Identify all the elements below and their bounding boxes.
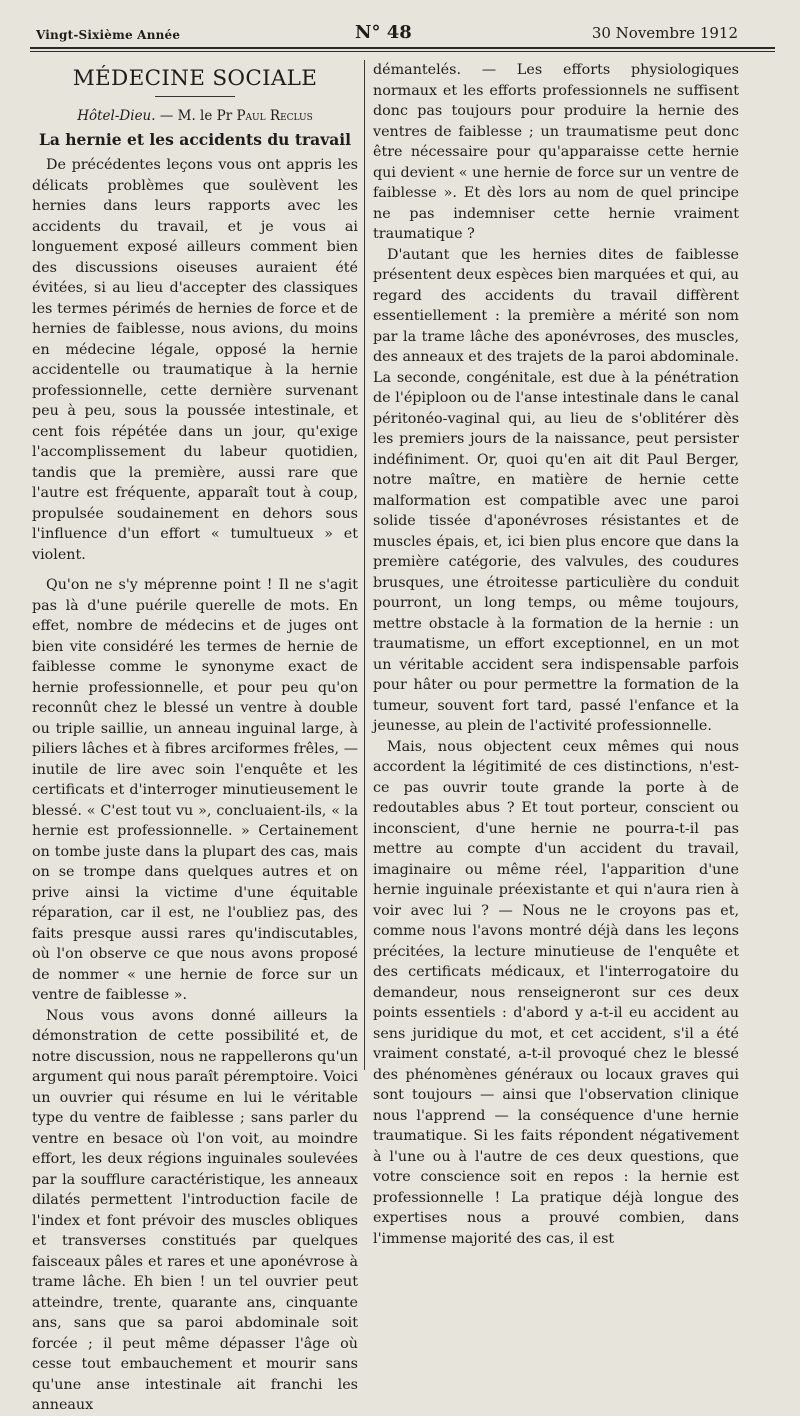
column-divider	[364, 60, 365, 1070]
byline-sep: — M. le Pr	[155, 108, 237, 124]
paragraph: Mais, nous objectent ceux mêmes qui nous accordent la légitimité de ces distinctions, n'est-ce pas ouvrir toute grande la porte à de redoutables abus ? Et tout porteur, conscient ou inconscient, d'une hernie ne pourra-t-il pas mettre au compte d'un accident du travail, imaginaire ou même réel, l'apparition d'une hernie inguinale préexistante et qui n'aura rien à voir avec lui ? — Nous ne le croyons pas et, comme nous l'avons montré déjà dans les leçons précitées, la lecture minutieuse de l'enquête et des certificats médicaux, et l'interrogatoire du demandeur, nous renseigneront sur ces deux points essentiels : d'abord y a-t-il eu accident au sens juridique du mot, et cet accident, s'il a été vraiment constaté, a-t-il provoqué chez le blessé des phénomènes généraux ou locaux graves qui sont toujours — ainsi que l'observation clinique nous l'apprend — la conséquence d'une hernie traumatique. Si les faits répondent négativement à l'une ou à l'autre de ces deux questions, que votre conscience soit en repos : la hernie est professionnelle ! La pratique déjà longue des expertises nous a prouvé combien, dans l'immense majorité des cas, il est	[373, 738, 739, 1247]
paragraph: De précédentes leçons vous ont appris les délicats problèmes que soulèvent les hernies dans leurs rapports avec les accidents du travail, et je vous ai longuement exposé ailleurs comment bien des discussions oiseuses auraient été évitées, si au lieu d'accepter des classiques les termes périmés de hernies de force et de hernies de faiblesse, nous avions, du moins en médecine légale, opposé la hernie accidentelle ou traumatique à la hernie professionnelle, cette dernière survenant peu à peu, sous la poussée intestinale, et cent fois répétée dans un jour, qu'exige l'accomplissement du labeur quotidien, tandis que la première, aussi rare que l'autre est fréquente, apparaît tout à coup, propulsée soudainement en dehors sous l'influence d'un effort « tumultueux » et violent.	[32, 157, 358, 563]
header-rule-thin	[30, 51, 775, 52]
right-column	[373, 60, 739, 1249]
title-divider	[155, 96, 235, 97]
byline-author: Paul Reclus	[236, 108, 313, 124]
paragraph: démantelés. — Les efforts physiologiques normaux et les efforts professionnels ne suffisent donc pas toujours pour produire la hernie des ventres de faiblesse ; un traumatisme peut donc être nécessaire pour qu'apparaisse cette hernie qui devient « une hernie de force sur un ventre de faiblesse ». Et dès lors au nom de quel principe ne pas indemniser cette hernie vraiment traumatique ?	[373, 62, 739, 242]
byline-place: Hôtel-Dieu.	[77, 108, 156, 124]
volume-label: Vingt-Sixième Année	[36, 28, 181, 42]
paragraph: Nous vous avons donné ailleurs la démonstration de cette possibilité et, de notre discussion, nous ne rappellerons qu'un argument qui nous paraît péremptoire. Voici un ouvrier qui résume en lui le véritable type du ventre de faiblesse ; sans parler du ventre en besace où l'on voit, au moindre effort, les deux régions inguinales soulevées par la soufflure caractéristique, les anneaux dilatés permettent l'introduction facile de l'index et font prévoir des muscles obliques et transverses constitués par quelques faisceaux pâles et rares et une aponévrose à trame lâche. Eh bien ! un tel ouvrier peut atteindre, trente, quarante ans, cinquante ans, sans que sa paroi abdominale soit forcée ; il peut même dépasser l'âge où cesse tout embauchement et mourir sans qu'une anse intestinale ait franchi les anneaux	[32, 1007, 358, 1413]
paragraph: D'autant que les hernies dites de faiblesse présentent deux espèces bien marquées et qui, au regard des accidents du travail diffèrent essentiellement : la première a mérité son nom par la trame lâche des aponévroses, des muscles, des anneaux et des trajets de la paroi abdominale. La seconde, congénitale, est due à la pénétration de l'épiploon ou de l'anse intestinale dans le canal péritonéo-vaginal qui, au lieu de s'oblitérer dès les premiers jours de la naissance, peut persister indéfiniment. Or, quoi qu'en ait dit Paul Berger, notre maître, en matière de hernie cette malformation est compatible avec une paroi solide tissée d'aponévroses résistantes et de muscles épais, et, ici bien plus encore que dans la première catégorie, des valvules, des coudures brusques, une étroitesse particulière du conduit pourront, un long temps, ou même toujours, mettre obstacle à la formation de la hernie : un traumatisme, un effort exceptionnel, en un mot un véritable accident sera indispensable parfois pour hâter ou pour permettre la formation de la tumeur, souvent fort tard, passé l'enfance et la jeunesse, au plein de l'activité professionnelle.	[373, 246, 740, 734]
issue-number: N° 48	[355, 22, 412, 43]
section-title: MÉDECINE SOCIALE	[72, 66, 318, 91]
article-subtitle: La hernie et les accidents du travail	[38, 130, 352, 149]
issue-date: 30 Novembre 1912	[591, 24, 738, 42]
left-column	[32, 60, 358, 1416]
header-rule	[30, 47, 775, 49]
paragraph: Qu'on ne s'y méprenne point ! Il ne s'agit pas là d'une puérile querelle de mots. En effet, nombre de médecins et de juges ont bien vite considéré les termes de hernie de faiblesse comme le synonyme exact de hernie professionnelle, et pour peu qu'on reconnût chez le blessé un ventre à double ou triple saillie, un anneau inguinal large, à piliers lâches et à fibres arciformes frêles, — inutile de lire avec soin l'enquête et les certificats et d'interroger minutieusement le blessé. « C'est tout vu », concluaient-ils, « la hernie est professionnelle. » Certainement on tombe juste dans la plupart des cas, mais on se trompe dans quelques autres et on prive ainsi la victime d'une équitable réparation, car il est, ne l'oubliez pas, des faits presque aussi rares qu'indiscutables, où l'on observe ce que nous avons proposé de nommer « une hernie de force sur un ventre de faiblesse ».	[32, 577, 358, 1003]
byline	[32, 107, 358, 125]
page-header	[0, 0, 800, 46]
